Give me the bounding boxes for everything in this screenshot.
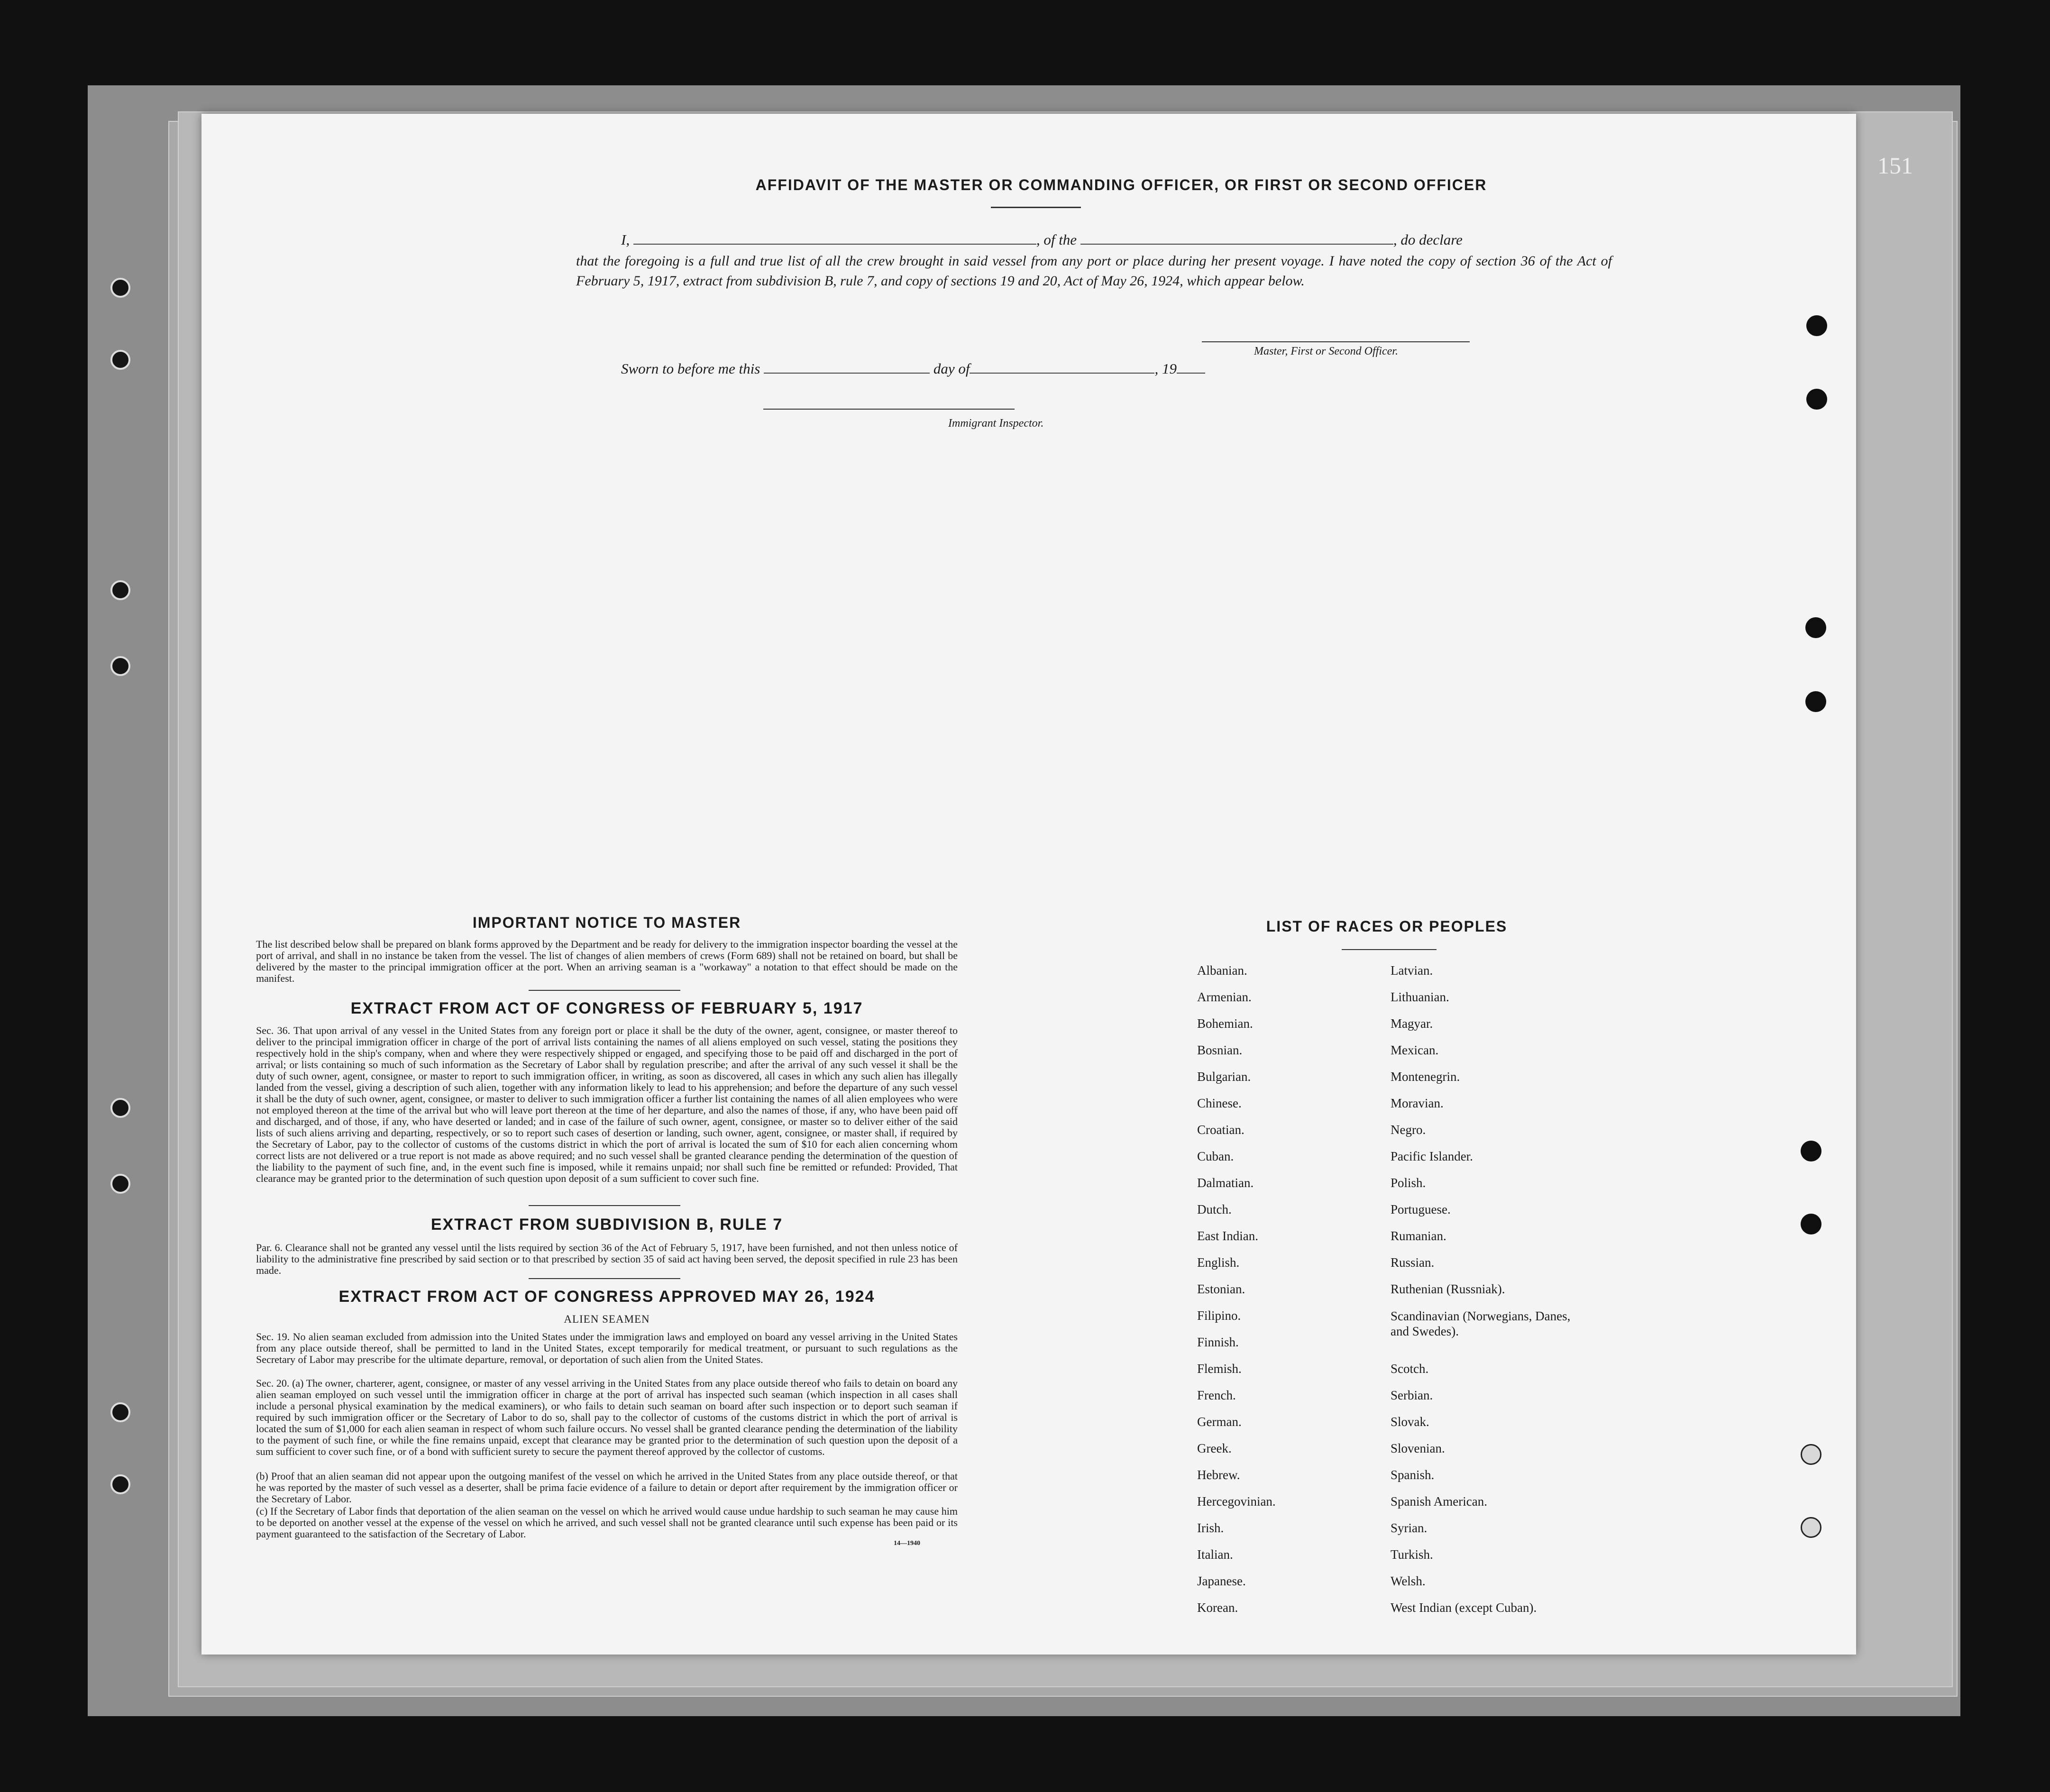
punch-hole [1801,1444,1821,1465]
race-item: Rumanian. [1391,1229,1446,1243]
extract-1917-title: EXTRACT FROM ACT OF CONGRESS OF FEBRUARY 5, 1917 [350,999,863,1017]
race-item: West Indian (except Cuban). [1391,1600,1537,1615]
section-divider [529,1278,680,1279]
title-underline [991,207,1081,208]
race-item: Croatian. [1197,1123,1245,1137]
race-item: Pacific Islander. [1391,1149,1473,1163]
race-item: Japanese. [1197,1574,1246,1588]
document-page [201,114,1856,1655]
race-item: Portuguese. [1391,1202,1451,1216]
inspector-signature-line[interactable] [763,409,1015,410]
inspector-label: Immigrant Inspector. [948,417,1044,430]
page-number: 151 [1877,152,1913,179]
notice-text: The list described below shall be prepared on blank forms approved by the Department and be ready for delivery to the immigration inspector boarding the vessel at the port of arrival, and shall in no instance be taken from the vessel. The list of changes of alien members of crews (Form 689) shall not be retained on board, but shall be delivered by the master to the principal immigration officer at the port. When an arriving seaman is a "workaway" a notation to that effect should be made on the manifest. [256,938,958,984]
year-field[interactable] [1177,373,1205,374]
binder-hole [110,656,130,676]
extract-1924-sec19: Sec. 19. No alien seaman excluded from admission into the United States under the immigration laws and employed on board any vessel arriving in the United States from any place outside thereof, shall be permitted to land in the United States, except temporarily for medical treatment, or pursuant to such regulations as the Secretary of Labor may prescribe for the ultimate departure, removal, or deportation of such alien from the United States. [256,1331,958,1365]
punch-hole [1801,1517,1821,1538]
do-declare-label: , do declare [1393,231,1463,248]
race-item: Scandinavian (Norwegians, Danes, and Swedes). [1391,1309,1571,1338]
race-item: Lithuanian. [1391,990,1449,1004]
sworn-line [621,360,1205,377]
race-item: German. [1197,1415,1242,1429]
race-item: Negro. [1391,1123,1426,1137]
race-item: Korean. [1197,1600,1238,1615]
race-item: English. [1197,1255,1240,1270]
race-item: Hebrew. [1197,1468,1240,1482]
extract-1924-sec20c: (c) If the Secretary of Labor finds that deportation of the alien seaman on the vessel on which he arrived would cause undue hardship to such seaman he may cause him to be deported on another vessel at the expense of the vessel on which he arrived, and such vessel shall not be granted clearance until such expense has been paid or its payment guaranteed to the satisfaction of the Secretary of Labor. [256,1505,958,1540]
punch-hole [1806,389,1827,410]
affidavit-body: that the foregoing is a full and true list of all the crew brought in said vessel from any port or place during her present voyage. I have noted the copy of section 36 of the Act of February 5, 1917, extract from subdivision B, rule 7, and copy of sections 19 and 20, Act of May 26, 1924, which appear below. [576,253,1612,289]
race-item: Serbian. [1391,1388,1433,1402]
races-right-column [1391,963,1656,1615]
race-item: Spanish American. [1391,1494,1487,1509]
race-item: Scotch. [1391,1362,1429,1376]
race-item: Dalmatian. [1197,1176,1254,1190]
race-item: Ruthenian (Russniak). [1391,1282,1505,1296]
extract-rule7-text: Par. 6. Clearance shall not be granted any vessel until the lists required by section 36 of the Act of February 5, 1917, have been furnished, and not then unless notice of liability to the administrative fine prescribed by said section or to that prescribed by section 35 of said act having been served, the deposit specified in rule 23 has been made. [256,1242,958,1276]
race-item: French. [1197,1388,1236,1402]
race-item: East Indian. [1197,1229,1258,1243]
i-label: I, [621,231,630,248]
race-item: Bosnian. [1197,1043,1243,1057]
form-number: 14—1940 [894,1540,920,1547]
vessel-field[interactable] [1080,244,1393,245]
binder-hole [110,1402,130,1422]
race-item: Finnish. [1197,1335,1239,1349]
signature-label: Master, First or Second Officer. [1254,345,1398,357]
race-item: Syrian. [1391,1521,1428,1535]
punch-hole [1805,691,1826,712]
race-item: Bulgarian. [1197,1070,1251,1084]
race-item: Irish. [1197,1521,1224,1535]
race-item: Moravian. [1391,1096,1444,1110]
month-field[interactable] [970,373,1154,374]
race-item: Bohemian. [1197,1016,1253,1031]
day-of-label: day of [933,360,970,377]
race-item: Latvian. [1391,963,1433,978]
extract-rule7-title: EXTRACT FROM SUBDIVISION B, RULE 7 [430,1216,783,1234]
race-item: Welsh. [1391,1574,1426,1588]
punch-hole [1801,1214,1821,1234]
extract-1924-sec20b: (b) Proof that an alien seaman did not appear upon the outgoing manifest of the vessel on which he arrived in the United States from any place outside thereof, or that he was reported by the master of such vessel as a deserter, shall be prima facie evidence of a failure to detain or deport after requirement by the immigration officer or the Secretary of Labor. [256,1470,958,1505]
races-left-column [1197,963,1377,1615]
race-item: Turkish. [1391,1547,1433,1562]
race-item: Estonian. [1197,1282,1245,1296]
binder-hole [110,278,130,298]
race-item: Cuban. [1197,1149,1234,1163]
race-item: Russian. [1391,1255,1435,1270]
year-label: , 19 [1154,360,1177,377]
race-item: Chinese. [1197,1096,1242,1110]
section-divider [529,1205,680,1206]
binder-hole [110,580,130,600]
section-divider [529,990,680,991]
race-item: Italian. [1197,1547,1233,1562]
race-item: Slovak. [1391,1415,1429,1429]
race-item: Polish. [1391,1176,1426,1190]
races-title-underline [1342,949,1437,950]
race-item: Spanish. [1391,1468,1435,1482]
binder-hole [110,1174,130,1194]
punch-hole [1801,1141,1821,1161]
binder-hole [110,1474,130,1494]
affidavit-title: AFFIDAVIT OF THE MASTER OR COMMANDING OFFICER, OR FIRST OR SECOND OFFICER [755,176,1487,193]
sworn-label: Sworn to before me this [621,360,760,377]
extract-1917-text: Sec. 36. That upon arrival of any vessel in the United States from any foreign port or place it shall be the duty of the owner, agent, consignee, or master thereof to deliver to the principal immigration officer in charge of the port of arrival lists containing the names of all aliens employed on such vessel, stating the positions they respectively hold in the ship's company, when and where they were respectively shipped or engaged, and specifying those to be paid off and discharged in the port of arrival; or lists containing so much of such information as the Secretary of Labor shall by regulation prescribe; and after the arrival of any such vessel it shall be the duty of such owner, agent, consignee, or master to report to such immigration officer, in writing, as soon as discovered, all cases in which any such alien has illegally landed from the vessel, giving a description of such alien, together with any information likely to lead to his apprehension; and before the departure of any such vessel it shall be the duty of such owner, agent, consignee, or master to deliver to such immigration officer a further list containing the names of all alien employees who were not employed thereon at the time of the arrival but who will leave port thereon at the time of her departure, and also the names of those, if any, who have been paid off and discharged, and of those, if any, who have deserted or landed; and in case of the failure of such owner, agent, consignee, or master so to deliver either of the said lists of such aliens arriving and departing, respectively, or so to report such cases of desertion or landing, such owner, agent, consignee, or master shall, if required by the Secretary of Labor, pay to the collector of customs of the customs district in which the port of arrival is located the sum of $10 for each alien concerning whom correct lists are not delivered or a true report is not made as above required; and no such vessel shall be granted clearance pending the determination of the question of the liability to the payment of such fine, and, in the event such fine is imposed, while it remains unpaid; nor shall such fine be remitted or refunded: Provided, That clearance may be granted prior to the determination of such question upon deposit of a sum sufficient to cover such fine. [256,1024,958,1184]
notice-title: IMPORTANT NOTICE TO MASTER [472,914,741,931]
race-item: Magyar. [1391,1016,1433,1031]
race-item: Albanian. [1197,963,1247,978]
punch-hole [1805,617,1826,638]
race-item: Montenegrin. [1391,1070,1460,1084]
race-item: Hercegovinian. [1197,1494,1276,1509]
race-item: Dutch. [1197,1202,1232,1216]
races-title: LIST OF RACES OR PEOPLES [1266,918,1508,935]
signature-line[interactable] [1202,341,1470,342]
race-item: Flemish. [1197,1362,1242,1376]
of-the-label: , of the [1036,231,1077,248]
day-field[interactable] [764,373,930,374]
name-field[interactable] [633,244,1036,245]
race-item: Filipino. [1197,1308,1241,1323]
extract-1924-subtitle: ALIEN SEAMEN [564,1313,650,1325]
affidavit-declaration-line [621,231,1626,248]
binder-hole [110,350,130,370]
race-item: Greek. [1197,1441,1232,1455]
extract-1924-sec20a: Sec. 20. (a) The owner, charterer, agent, consignee, or master of any vessel arriving in the United States from any place outside thereof who fails to detain on board any alien seaman employed on such vessel until the immigration officer in charge at the port of arrival has inspected such seaman (which inspection in all cases shall include a personal physical examination by the medical examiners), or who fails to detain such seaman on board after such inspection or to deport such seaman if required by such immigration officer or the Secretary of Labor to do so, shall pay to the collector of customs of the customs district in which the port of arrival is located the sum of $1,000 for each alien seaman in respect of whom such failure occurs. No vessel shall be granted clearance pending the determination of the liability to the payment of such fine, or while the fine remains unpaid, except that clearance may be granted prior to the determination of such question upon the deposit of a sum sufficient to cover such fine, or of a bond with sufficient surety to secure the payment thereof approved by the collector of customs. [256,1377,958,1457]
binder-hole [110,1098,130,1118]
race-item: Mexican. [1391,1043,1439,1057]
race-item: Slovenian. [1391,1441,1445,1455]
extract-1924-title: EXTRACT FROM ACT OF CONGRESS APPROVED MAY 26, 1924 [339,1288,875,1306]
race-item: Armenian. [1197,990,1252,1004]
punch-hole [1806,315,1827,336]
